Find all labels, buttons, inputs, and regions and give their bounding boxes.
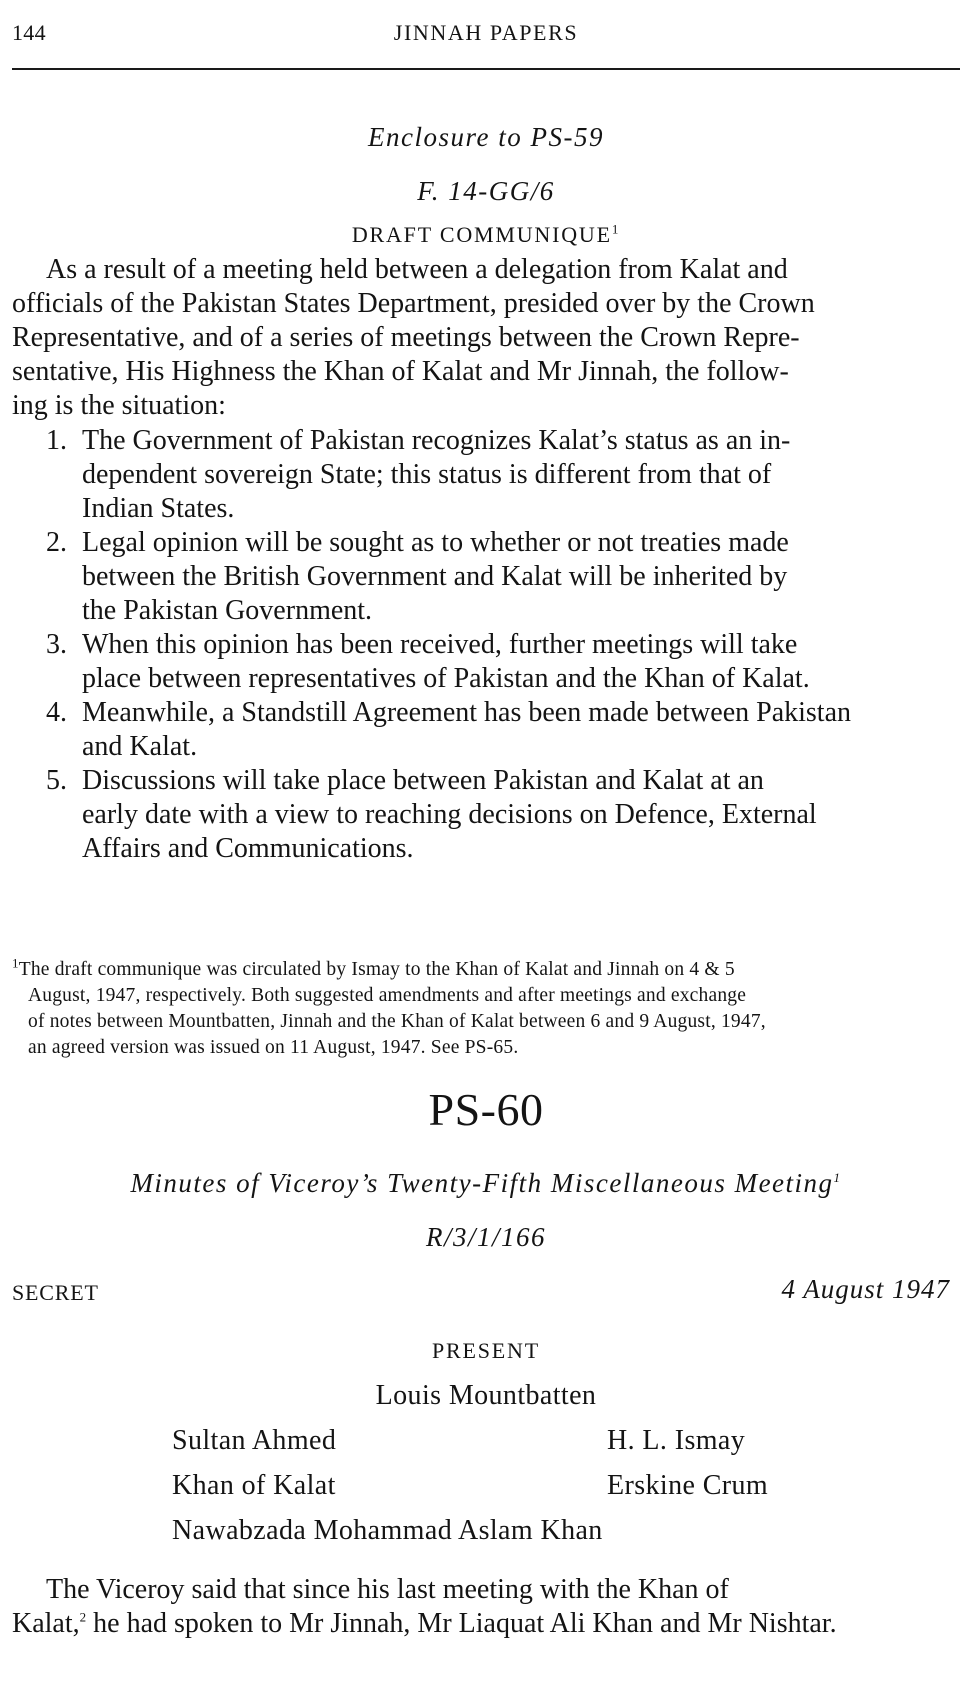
list-item: [12, 526, 960, 628]
item-number: 4.: [46, 697, 67, 728]
enclosure-file-ref: F. 14-GG/6: [417, 176, 555, 206]
footnote-line: of notes between Mountbatten, Jinnah and the Khan of Kalat between 6 and 9 August, 1947,: [28, 1011, 766, 1032]
list-item: [12, 696, 960, 764]
attendee-name: Sultan Ahmed: [172, 1425, 337, 1456]
footnote-line: an agreed version was issued on 11 August, 1947. See PS-65.: [28, 1037, 519, 1058]
item-line: dependent sovereign State; this status is different from that of: [82, 459, 772, 490]
list-item: [12, 628, 960, 696]
attendee-name: Nawabzada Mohammad Aslam Khan: [172, 1515, 603, 1546]
item-line: Indian States.: [82, 493, 235, 524]
attendee-chair: Louis Mountbatten: [375, 1380, 597, 1411]
section-title: PS-60: [428, 1084, 544, 1135]
running-head: JINNAH PAPERS: [393, 20, 579, 45]
draft-communique-heading-text: DRAFT COMMUNIQUE: [351, 222, 612, 247]
item-number: 3.: [46, 629, 67, 660]
item-line: Discussions will take place between Pakistan and Kalat at an: [82, 765, 764, 796]
classification-label: SECRET: [12, 1280, 99, 1305]
footnote: [12, 957, 960, 1061]
item-number: 2.: [46, 527, 67, 558]
footnote-marker: 2: [79, 1609, 87, 1625]
item-line: The Government of Pakistan recognizes Kalat’s status as an in-: [82, 425, 791, 456]
attendee-name: Erskine Crum: [607, 1470, 769, 1501]
item-line: Legal opinion will be sought as to whether or not treaties made: [82, 527, 789, 558]
attendee-name: H. L. Ismay: [607, 1425, 746, 1456]
intro-line: ing is the situation:: [12, 390, 226, 421]
intro-line: Representative, and of a series of meetings between the Crown Repre-: [12, 322, 800, 353]
intro-line: sentative, His Highness the Khan of Kalat and Mr Jinnah, the follow-: [12, 356, 789, 387]
footnote-marker: 1: [833, 1170, 842, 1185]
meeting-date: 4 August 1947: [781, 1274, 950, 1304]
item-number: 1.: [46, 425, 67, 456]
list-item: [12, 424, 960, 526]
item-line: between the British Government and Kalat will be inherited by: [82, 561, 788, 592]
body-line: Kalat,$^2$ he had spoken to Mr Jinnah, Mr Liaquat Ali Khan and Mr Nishtar.: [12, 1608, 837, 1639]
item-line: the Pakistan Government.: [82, 595, 373, 626]
item-line: and Kalat.: [82, 731, 198, 762]
section-subtitle-text: Minutes of Viceroy’s Twenty-Fifth Miscellaneous Meeting: [130, 1168, 834, 1198]
intro-line: officials of the Pakistan States Department, presided over by the Crown: [12, 288, 815, 319]
footnote-line: August, 1947, respectively. Both suggested amendments and after meetings and exchange: [28, 985, 747, 1006]
enclosure-title: Enclosure to PS-59: [368, 122, 604, 152]
section-subtitle: [12, 1168, 960, 1199]
item-line: place between representatives of Pakistan and the Khan of Kalat.: [82, 663, 810, 694]
communique-intro: [12, 253, 960, 423]
attendee-name: Khan of Kalat: [172, 1470, 336, 1501]
item-line: early date with a view to reaching decisions on Defence, External: [82, 799, 817, 830]
draft-communique-heading: [12, 222, 960, 248]
communique-points: [12, 424, 960, 866]
header-rule: [12, 68, 960, 70]
item-line: Affairs and Communications.: [82, 833, 414, 864]
item-number: 5.: [46, 765, 67, 796]
minutes-body: [12, 1573, 960, 1641]
page-header: [12, 16, 960, 66]
footnote-line: $^1$The draft communique was circulated by Ismay to the Khan of Kalat and Jinnah on 4 & 5: [12, 955, 735, 980]
body-line: The Viceroy said that since his last meeting with the Khan of: [46, 1574, 729, 1605]
item-line: Meanwhile, a Standstill Agreement has been made between Pakistan: [82, 697, 852, 728]
footnote-marker: 1: [611, 221, 621, 237]
intro-line: As a result of a meeting held between a delegation from Kalat and: [46, 254, 788, 285]
present-label: PRESENT: [432, 1338, 540, 1363]
list-item: [12, 764, 960, 866]
item-line: When this opinion has been received, further meetings will take: [82, 629, 798, 660]
footnote-marker: 1: [12, 955, 19, 971]
section-file-ref: R/3/1/166: [426, 1222, 546, 1252]
page-number: 144: [12, 20, 46, 45]
